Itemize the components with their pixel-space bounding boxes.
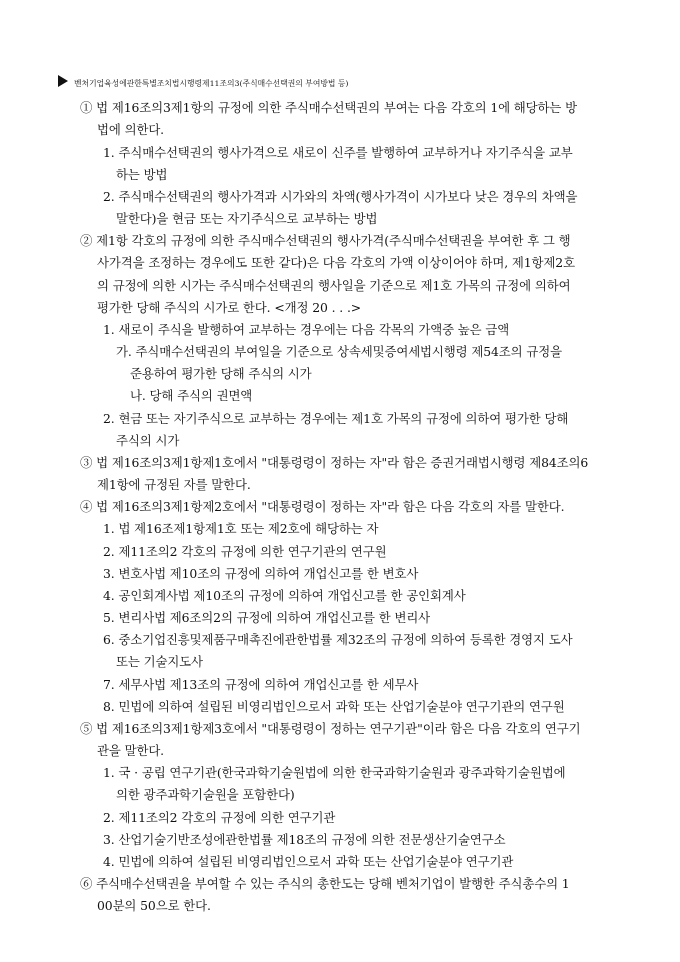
paragraph-5-line-2: 관을 말한다. [97,743,165,758]
triangle-bullet-icon [58,75,68,87]
document-heading [58,74,658,94]
paragraph-2-item-1: 1. 새로이 주식을 발행하여 교부하는 경우에는 다음 각목의 가액중 높은 금액 [103,322,510,337]
paragraph-6-line-1: ⑥ 주식매수선택권을 부여할 수 있는 주식의 총한도는 당해 벤처기업이 발행한 주식총수의 1 [80,876,570,891]
paragraph-3-line-1: ③ 법 제16조의3제1항제1호에서 "대통령령이 정하는 자"라 함은 증권거래법시행령 제84조의6 [80,455,589,470]
paragraph-1-item-1-line-2: 하는 방법 [116,167,168,182]
paragraph-4-item-5: 5. 변리사법 제6조의2의 규정에 의하여 개업신고를 한 변리사 [103,610,431,625]
paragraph-6-line-2: 00분의 50으로 한다. [97,898,211,913]
paragraph-2-item-2-line-1: 2. 현금 또는 자기주식으로 교부하는 경우에는 제1호 가목의 규정에 의하여 평가한 당해 [103,411,569,426]
paragraph-2-line-2: 사가격을 조정하는 경우에도 또한 같다)은 다음 각호의 가액 이상이어야 하며, 제1항제2호 [97,255,575,270]
paragraph-5-item-4: 4. 민법에 의하여 설립된 비영리법인으로서 과학 또는 산업기술분야 연구기관 [103,854,514,869]
paragraph-1-item-2-line-2: 말한다)을 현금 또는 자기주식으로 교부하는 방법 [116,211,378,226]
paragraph-1-line-2: 법에 의한다. [97,122,165,137]
paragraph-4-item-2: 2. 제11조의2 각호의 규정에 의한 연구기관의 연구원 [103,544,387,559]
document-title: 벤처기업육성에관한특별조치법시행령제11조의3(주식매수선택권의 부여방법 등) [74,79,349,88]
paragraph-4-item-8: 8. 민법에 의하여 설립된 비영리법인으로서 과학 또는 산업기술분야 연구기관의 연구원 [103,699,565,714]
paragraph-4-item-6-line-2: 또는 기술지도사 [116,654,203,669]
paragraph-3-line-2: 제1항에 규정된 자를 말한다. [97,477,251,492]
paragraph-4-line-1: ④ 법 제16조의3제1항제2호에서 "대통령령이 정하는 자"라 함은 다음 각호의 자를 말한다. [80,499,565,514]
paragraph-4-item-6-line-1: 6. 중소기업진흥및제품구매촉진에관한법률 제32조의 규정에 의하여 등록한 경영지 도사 [103,632,573,647]
paragraph-2-line-4: 평가한 당해 주식의 시가로 한다. <개정 20 . . .> [97,300,362,315]
paragraph-5-item-3: 3. 산업기술기반조성에관한법률 제18조의 규정에 의한 전문생산기술연구소 [103,832,506,847]
paragraph-5-item-1-line-2: 의한 광주과학기술원을 포함한다) [116,787,295,802]
paragraph-2-item-1-sub-ga-line-1: 가. 주식매수선택권의 부여일을 기준으로 상속세및증여세법시행령 제54조의 규정을 [116,344,562,359]
paragraph-5-line-1: ⑤ 법 제16조의3제1항제3호에서 "대통령령이 정하는 연구기관"이라 함은 다음 각호의 연구기 [80,721,581,736]
paragraph-1-item-2-line-1: 2. 주식매수선택권의 행사가격과 시가와의 차액(행사가격이 시가보다 낮은 경우의 차액을 [103,189,578,204]
paragraph-2-line-3: 의 규정에 의한 시가는 주식매수선택권의 행사일을 기준으로 제1호 가목의 규정에 의하여 [97,278,571,293]
paragraph-4-item-1: 1. 법 제16조제1항제1호 또는 제2호에 해당하는 자 [103,521,379,536]
paragraph-5-item-1-line-1: 1. 국 · 공립 연구기관(한국과학기술원법에 의한 한국과학기술원과 광주과학기술원법에 [103,765,566,780]
paragraph-2-item-1-sub-ga-line-2: 준용하여 평가한 당해 주식의 시가 [130,366,312,381]
paragraph-2-item-1-sub-na: 나. 당해 주식의 권면액 [130,388,253,403]
paragraph-2-item-2-line-2: 주식의 시가 [116,433,180,448]
paragraph-5-item-2: 2. 제11조의2 각호의 규정에 의한 연구기관 [103,810,336,825]
paragraph-4-item-7: 7. 세무사법 제13조의 규정에 의하여 개업신고를 한 세무사 [103,677,419,692]
paragraph-1-item-1-line-1: 1. 주식매수선택권의 행사가격으로 새로이 신주를 발행하여 교부하거나 자기주식을 교부 [103,145,573,160]
paragraph-4-item-4: 4. 공인회계사법 제10조의 규정에 의하여 개업신고를 한 공인회계사 [103,588,466,603]
paragraph-4-item-3: 3. 변호사법 제10조의 규정에 의하여 개업신고를 한 변호사 [103,566,419,581]
paragraph-2-line-1: ② 제1항 각호의 규정에 의한 주식매수선택권의 행사가격(주식매수선택권을 부여한 후 그 행 [80,233,571,248]
paragraph-1-line-1: ① 법 제16조의3제1항의 규정에 의한 주식매수선택권의 부여는 다음 각호의 1에 해당하는 방 [80,100,577,115]
